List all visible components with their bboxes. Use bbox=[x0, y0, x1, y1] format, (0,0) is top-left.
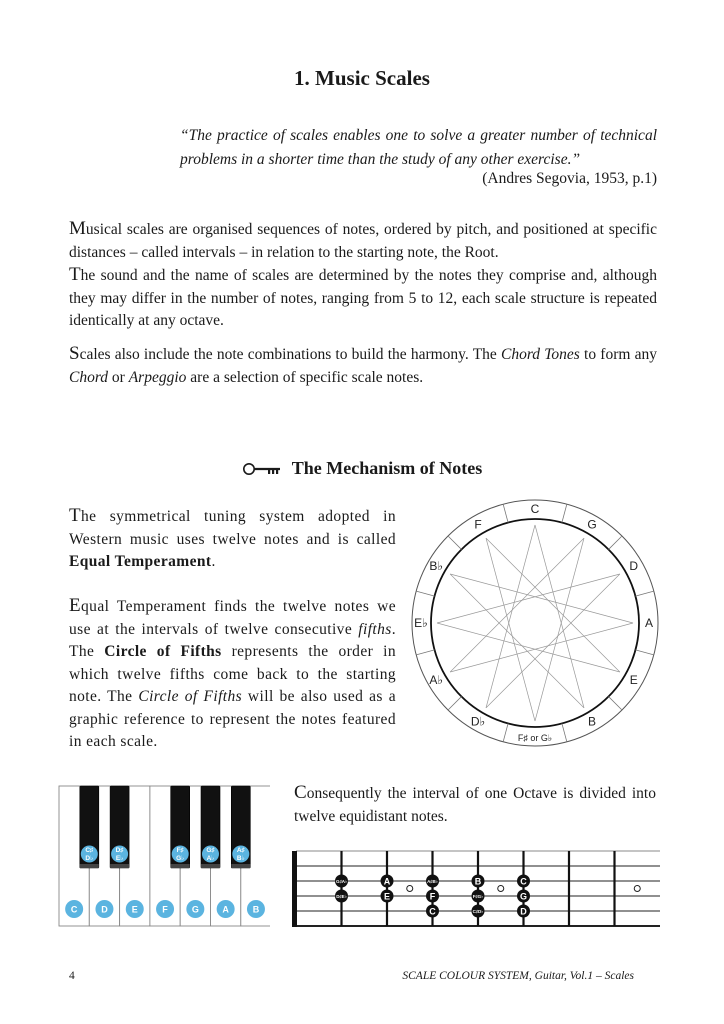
text-run: cales also include the note combinations to build the harmony. The bbox=[79, 346, 501, 363]
star-line bbox=[450, 538, 584, 672]
drop-letter: T bbox=[69, 505, 82, 526]
fret-inlay-marker bbox=[407, 886, 413, 892]
epigraph-citation: (Andres Segovia, 1953, p.1) bbox=[482, 170, 657, 187]
drop-letter: S bbox=[69, 343, 80, 364]
ring-divider bbox=[635, 650, 653, 655]
page-number: 4 bbox=[69, 970, 75, 982]
ring-divider bbox=[635, 591, 653, 596]
circle-note-label: B♭ bbox=[429, 559, 444, 573]
star-line bbox=[535, 525, 584, 708]
ring-divider bbox=[609, 536, 622, 549]
fret-note-label: G♯A♭ bbox=[335, 879, 348, 884]
black-key-edge bbox=[80, 864, 99, 868]
black-key-flat-label: A♭ bbox=[206, 855, 215, 862]
circle-note-label: E♭ bbox=[414, 616, 428, 630]
term-arpeggio: Arpeggio bbox=[128, 368, 187, 386]
star-line bbox=[486, 538, 535, 721]
circle-note-label: F bbox=[474, 517, 482, 532]
mechanism-paragraph-1 bbox=[69, 505, 396, 574]
black-key-edge bbox=[231, 864, 250, 868]
circle-note-label: D bbox=[629, 559, 639, 573]
ring-divider bbox=[416, 650, 434, 655]
text-run: to form any bbox=[579, 346, 657, 363]
page-title: 1. Music Scales bbox=[294, 66, 430, 90]
intro-text-1: usical scales are organised sequences of notes, ordered by pitch, and positioned at specific distances – called intervals – in relation to the starting note, the Root. bbox=[69, 221, 657, 261]
fret-note-label: G bbox=[519, 891, 528, 902]
white-key-label: F bbox=[162, 904, 168, 915]
fret-inlay-marker bbox=[498, 886, 504, 892]
circle-note-label: E bbox=[629, 673, 638, 687]
drop-letter: T bbox=[69, 264, 81, 285]
black-key-edge bbox=[171, 864, 190, 868]
ring-divider bbox=[503, 723, 508, 741]
section-title: The Mechanism of Notes bbox=[291, 458, 483, 478]
fret-inlay-marker bbox=[634, 886, 640, 892]
black-key-edge bbox=[110, 864, 129, 868]
black-key-flat-label: D♭ bbox=[85, 855, 94, 862]
text-run: or bbox=[108, 368, 129, 386]
star-line bbox=[450, 623, 633, 672]
epigraph-quote bbox=[180, 124, 657, 172]
star-line bbox=[486, 525, 535, 708]
epigraph-line-2: problems in a shorter time than the study of any other exercise.” bbox=[180, 151, 581, 168]
fret-note-label: F bbox=[429, 891, 436, 902]
circle-note-label: D♭ bbox=[470, 714, 486, 729]
intro-paragraph-1 bbox=[69, 218, 657, 333]
intro-text-2: he sound and the name of scales are determined by the notes they comprise and, although they may differ in the number of notes, ranging from 5 to 12, each scale structure is repeated identically at any octave. bbox=[69, 267, 657, 329]
term-circle-of-fifths-italic: Circle of Fifths bbox=[138, 688, 243, 705]
text-run: . bbox=[211, 553, 216, 570]
star-line bbox=[450, 574, 633, 623]
mechanism-paragraph-2 bbox=[69, 595, 396, 754]
fret-note-label: D♯E♭ bbox=[336, 894, 347, 899]
fret-note-label: B bbox=[474, 876, 482, 887]
term-fifths: fifths bbox=[358, 620, 392, 638]
drop-letter: C bbox=[294, 782, 307, 803]
circle-note-label: A bbox=[644, 616, 654, 630]
circle-note-label: C bbox=[530, 502, 540, 516]
black-key-flat-label: B♭ bbox=[236, 855, 245, 862]
ring-divider bbox=[562, 504, 567, 522]
ring-divider bbox=[562, 723, 567, 741]
fret-note-label: F♯G♭ bbox=[472, 894, 484, 899]
epigraph-line-1: “The practice of scales enables one to solve a greater number of technical bbox=[180, 127, 657, 144]
ring-divider bbox=[416, 591, 434, 596]
fret-note-label: C♯D♭ bbox=[472, 909, 484, 914]
guitar-fretboard bbox=[290, 848, 662, 928]
circle-note-label: B bbox=[587, 714, 597, 729]
circle-note-label: A♭ bbox=[429, 673, 444, 687]
term-chord-tones: Chord Tones bbox=[501, 346, 580, 363]
star-line bbox=[486, 538, 620, 672]
inner-ring bbox=[431, 519, 639, 727]
black-key-edge bbox=[201, 864, 220, 868]
fret-note-label: A bbox=[383, 876, 391, 887]
octave-paragraph bbox=[294, 782, 656, 828]
white-key-label: E bbox=[131, 904, 138, 915]
circle-note-label: G bbox=[587, 517, 597, 532]
text-run: are a selection of specific scale notes. bbox=[186, 368, 424, 386]
intro-paragraph-2 bbox=[69, 343, 657, 389]
fret-note-label: E bbox=[383, 891, 391, 902]
star-line bbox=[437, 623, 620, 672]
piano-keyboard bbox=[58, 785, 270, 927]
text-run: represents the order in which twelve fifths come back to the starting note. The bbox=[69, 643, 396, 705]
star-line bbox=[450, 574, 584, 708]
ring-divider bbox=[503, 504, 508, 522]
running-title: SCALE COLOUR SYSTEM, Guitar, Vol.1 – Scales bbox=[402, 970, 634, 982]
star-line bbox=[535, 538, 584, 721]
drop-letter: M bbox=[69, 218, 86, 239]
section-heading bbox=[0, 458, 724, 479]
white-key-label: D bbox=[101, 904, 108, 915]
nut bbox=[292, 851, 297, 927]
fret-note-label: D bbox=[520, 906, 527, 917]
black-key-sharp-label: G♯ bbox=[206, 847, 215, 854]
text-run: he symmetrical tuning system adopted in Western music uses twelve notes and is called bbox=[69, 508, 396, 548]
text-run: . The bbox=[69, 620, 396, 660]
ring-divider bbox=[609, 697, 622, 710]
star-line bbox=[437, 574, 620, 623]
black-key-flat-label: E♭ bbox=[115, 855, 124, 862]
term-circle-of-fifths: Circle of Fifths bbox=[104, 643, 222, 660]
star-line bbox=[486, 574, 620, 708]
fret-note-label: C bbox=[520, 876, 527, 887]
circle-note-label: F♯ or G♭ bbox=[517, 733, 553, 743]
term-equal-temperament: Equal Temperament bbox=[69, 553, 212, 570]
black-key-sharp-label: C♯ bbox=[85, 847, 94, 854]
circle-of-fifths-diagram bbox=[405, 495, 665, 755]
black-key-sharp-label: F♯ bbox=[176, 847, 184, 854]
ring-divider bbox=[448, 536, 461, 549]
fret-note-label: A♯B♭ bbox=[427, 879, 438, 884]
key-icon bbox=[242, 461, 282, 477]
text-run: will be also used as a graphic reference to represent the notes featured in each scale. bbox=[69, 688, 396, 750]
white-key-label: A bbox=[222, 904, 229, 915]
black-key-sharp-label: A♯ bbox=[236, 847, 245, 854]
white-key-label: G bbox=[191, 904, 199, 915]
white-key-label: C bbox=[70, 904, 78, 915]
drop-letter: E bbox=[69, 595, 82, 616]
black-key-sharp-label: D♯ bbox=[115, 847, 124, 854]
fret-note-label: C bbox=[429, 906, 436, 917]
black-key-flat-label: G♭ bbox=[176, 855, 185, 862]
ring-divider bbox=[448, 697, 461, 710]
term-chord: Chord bbox=[69, 368, 109, 386]
text-run: qual Temperament finds the twelve notes we use at the intervals of twelve consecutive bbox=[69, 598, 396, 638]
white-key-label: B bbox=[252, 904, 260, 915]
octave-text: onsequently the interval of one Octave is divided into twelve equidistant notes. bbox=[294, 785, 656, 825]
